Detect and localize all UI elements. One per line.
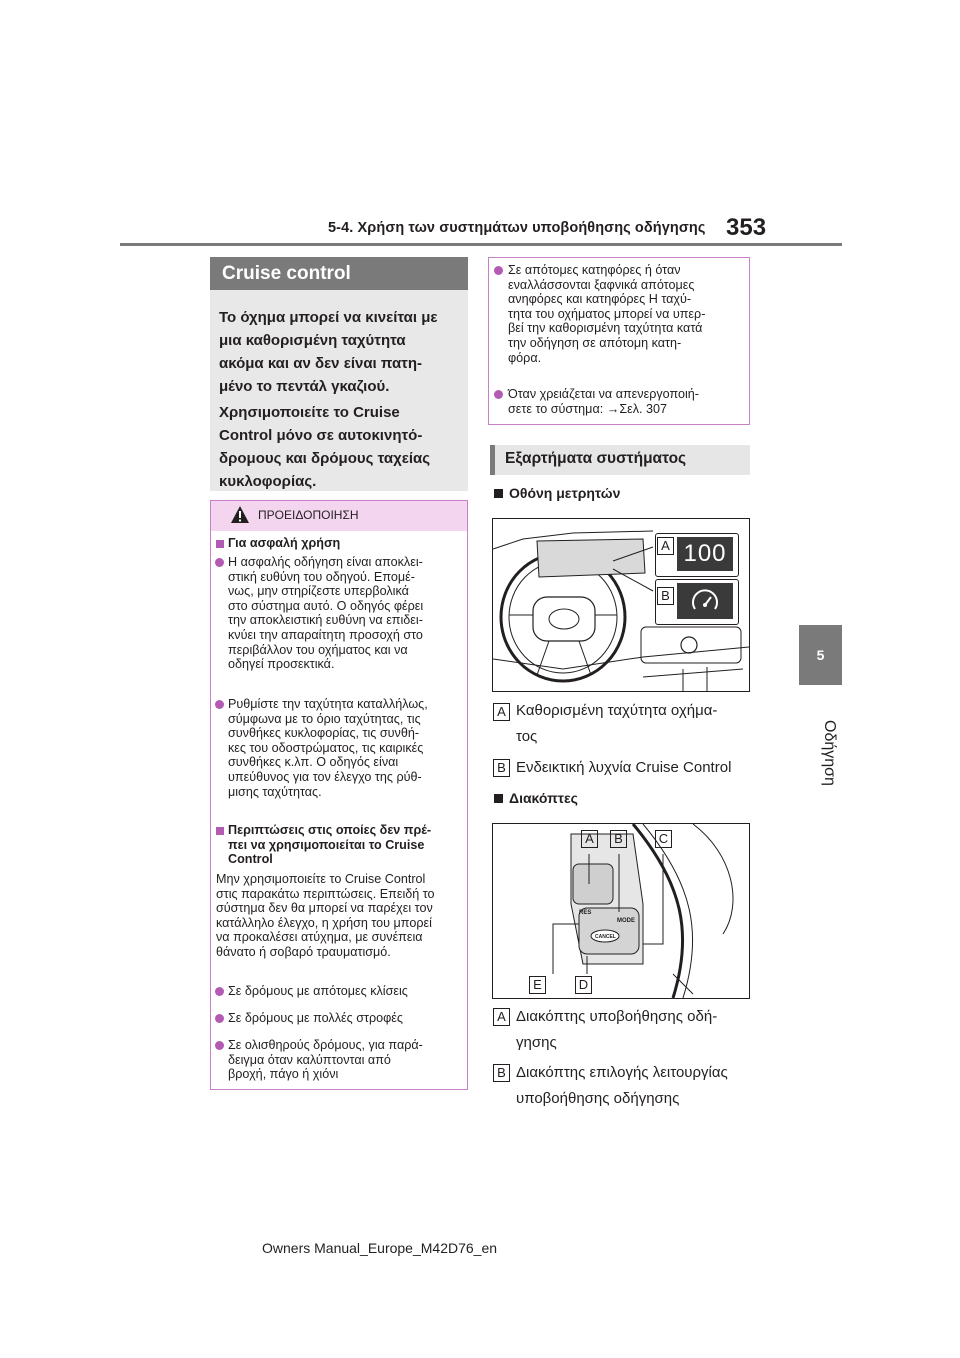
caption: Ενδεικτική λυχνία Cruise Control	[516, 759, 732, 776]
bullet	[215, 558, 224, 567]
bullet	[215, 1041, 224, 1050]
intro-line: δρομους και δρόμους ταχείας	[219, 450, 431, 467]
caption: Καθορισμένη ταχύτητα οχήμα-	[516, 702, 718, 719]
bullet	[215, 1014, 224, 1023]
intro-line: Control μόνο σε αυτοκινητό-	[219, 427, 423, 444]
caption: γησης	[516, 1034, 557, 1051]
cruise-control-icon	[677, 583, 733, 619]
speed-display: 100	[677, 537, 733, 571]
intro-line: ακόμα και αν δεν είναι πατη-	[219, 355, 423, 372]
heading: Διακόπτες	[509, 790, 578, 806]
square-bullet	[494, 794, 503, 803]
cruise-indicator	[677, 583, 733, 619]
subsection-accent	[490, 445, 495, 475]
intro-line: Το όχημα μπορεί να κινείται με	[219, 309, 438, 326]
page-number: 353	[726, 214, 767, 241]
label-c: C	[655, 830, 672, 848]
paragraph: Όταν χρειάζεται να απενεργοποιή- σετε το σύστημα: →Σελ. 307	[508, 387, 700, 416]
label-b: B	[493, 1064, 510, 1082]
square-bullet	[216, 540, 224, 548]
warning-label: ΠΡΟΕΙΔΟΠΟΙΗΣΗ	[258, 508, 359, 522]
paragraph: Μην χρησιμοποιείτε το Cruise Control στις παρακάτω περιπτώσεις. Επειδή το σύστημα δεν θα μπορεί να παρέχει τον κατάλληλο έλεγχο, η χρήση του μπορεί να προκαλέσει ατύχημα, με συνέπεια θάνατο ή σοβαρό τραυματισμό.	[216, 872, 435, 959]
list-item: Σε δρόμους με πολλές στροφές	[228, 1011, 403, 1025]
heading: Οθόνη μετρητών	[509, 485, 621, 501]
subheading: Περιπτώσεις στις οποίες δεν πρέ- πει να χρησιμοποιείται το Cruise Control	[228, 823, 432, 867]
paragraph: Σε απότομες κατηφόρες ή όταν εναλλάσσονται ξαφνικά απότομες ανηφόρες και κατηφόρες Η ταχύ- τητα του οχήματος μπορεί να υπερ- βεί την καθορισμένη ταχύτητα κατά την οδήγηση σε απότομη κατη- φόρα.	[508, 263, 706, 365]
label-e: E	[529, 976, 546, 994]
subheading: Για ασφαλή χρήση	[228, 536, 341, 550]
label-a: A	[493, 703, 510, 721]
bullet	[494, 390, 503, 399]
caption: Διακόπτης επιλογής λειτουργίας	[516, 1064, 728, 1081]
chapter-tab: 5	[799, 625, 842, 685]
meter-illustration	[492, 518, 750, 692]
label-a: A	[581, 830, 598, 848]
square-bullet	[494, 489, 503, 498]
label-b: B	[610, 830, 627, 848]
label-b: B	[493, 759, 510, 777]
chapter-label: Οδήγηση	[821, 720, 838, 786]
bullet	[215, 700, 224, 709]
subsection-title: Εξαρτήματα συστήματος	[505, 450, 687, 467]
caption: τος	[516, 728, 538, 745]
section-title: Cruise control	[210, 257, 468, 290]
switch-illustration	[492, 823, 750, 999]
caption: Διακόπτης υποβοήθησης οδή-	[516, 1008, 718, 1025]
footer: Owners Manual_Europe_M42D76_en	[262, 1240, 498, 1256]
intro-line: κυκλοφορίας.	[219, 473, 317, 490]
label-a: A	[657, 537, 674, 555]
res-label: RES	[579, 910, 592, 916]
running-header: 5-4. Χρήση των συστημάτων υποβοήθησης οδήγησης	[328, 220, 706, 236]
square-bullet	[216, 827, 224, 835]
bullet	[215, 987, 224, 996]
caption: υποβοήθησης οδήγησης	[516, 1090, 680, 1107]
paragraph: Ρυθμίστε την ταχύτητα καταλλήλως, σύμφωνα με το όριο ταχύτητας, τις συνθήκες κυκλοφορίας, τις συνθή- κες του οδοστρώματος, τις καιρικές συνθήκες κ.λπ. Ο οδηγός είναι υπεύθυνος για τον έλεγχο της ρύθ- μισης ταχύτητας.	[228, 697, 428, 799]
label-d: D	[575, 976, 592, 994]
label-a: A	[493, 1008, 510, 1026]
intro-line: Χρησιμοποιείτε το Cruise	[219, 404, 400, 421]
list-item: Σε ολισθηρούς δρόμους, για παρά- δειγμα όταν καλύπτονται από βροχή, πάγο ή χιόνι	[228, 1038, 423, 1082]
bullet	[494, 266, 503, 275]
list-item: Σε δρόμους με απότομες κλίσεις	[228, 984, 408, 998]
warning-icon	[230, 505, 250, 524]
label-b: B	[657, 587, 674, 605]
intro-line: μένο το πεντάλ γκαζιού.	[219, 378, 390, 395]
header-rule	[120, 243, 842, 246]
paragraph: Η ασφαλής οδήγηση είναι αποκλει- στική ευθύνη του οδηγού. Επομέ- νως, μην στηρίζεστε υπερβολικά στο σύστημα αυτό. Ο οδηγός φέρει την αποκλειστική ευθύνη να επιδει- κνύει την απαραίτητη προσοχή στο περιβάλλον του οχήματος και να οδηγεί προσεκτικά.	[228, 555, 424, 672]
cancel-label: CANCEL	[595, 934, 616, 940]
mode-label: MODE	[617, 918, 635, 924]
intro-line: μια καθορισμένη ταχύτητα	[219, 332, 406, 349]
